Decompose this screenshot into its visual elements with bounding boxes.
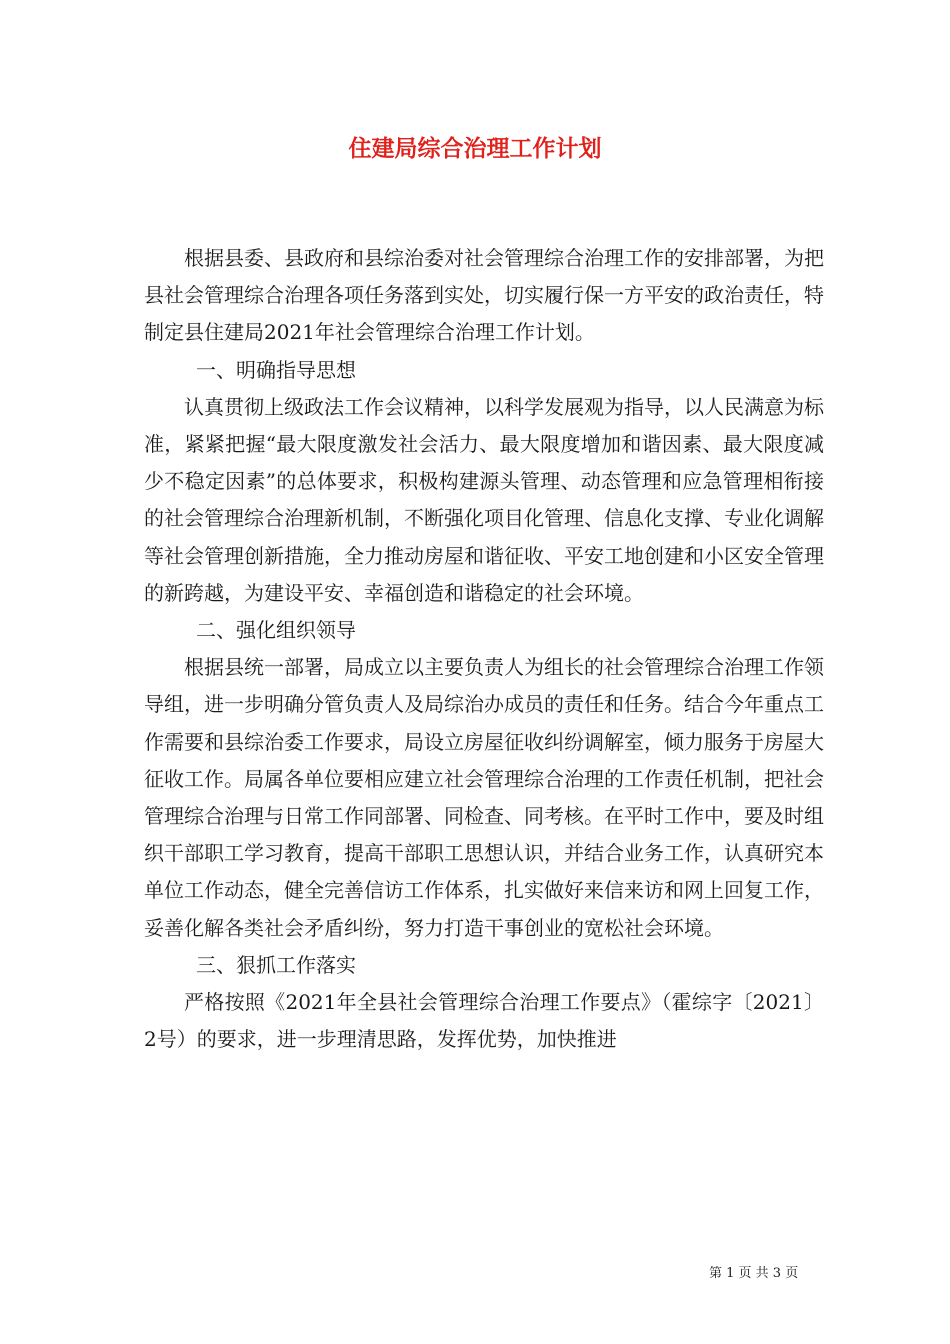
section-heading-3: 三、狠抓工作落实 <box>196 952 356 977</box>
section-heading-2: 二、强化组织领导 <box>196 618 356 643</box>
section-heading-1: 一、明确指导思想 <box>196 357 356 382</box>
section-2-paragraph: 根据县统一部署，局成立以主要负责人为组长的社会管理综合治理工作领导组，进一步明确分管负责人及局综治办成员的责任和任务。结合今年重点工作需要和县综治委工作要求，局设立房屋征收纠纷调解室，倾力服务于房屋大征收工作。局属各单位要相应建立社会管理综合治理的工作责任机制，把社会管理综合治理与日常工作同部署、同检查、同考核。在平时工作中，要及时组织干部职工学习教育，提高干部职工思想认识，并结合业务工作，认真研究本单位工作动态，健全完善信访工作体系，扎实做好来信来访和网上回复工作，妥善化解各类社会矛盾纠纷，努力打造干事创业的宽松社会环境。 <box>144 655 824 940</box>
document-body <box>144 240 824 1058</box>
page-number: 第 1 页 共 3 页 <box>709 1266 799 1281</box>
section-3-paragraph: 严格按照《2021年全县社会管理综合治理工作要点》（霍综字〔2021〕2号）的要求，进一步理清思路，发挥优势，加快推进 <box>144 990 824 1052</box>
intro-paragraph: 根据县委、县政府和县综治委对社会管理综合治理工作的安排部署，为把县社会管理综合治理各项任务落到实处，切实履行保一方平安的政治责任，特制定县住建局2021年社会管理综合治理工作计划。 <box>144 246 824 345</box>
document-title: 住建局综合治理工作计划 <box>348 135 602 162</box>
section-1-paragraph: 认真贯彻上级政法工作会议精神，以科学发展观为指导，以人民满意为标准，紧紧把握“最大限度激发社会活力、最大限度增加和谐因素、最大限度减少不稳定因素”的总体要求，积极构建源头管理、动态管理和应急管理相衔接的社会管理综合治理新机制，不断强化项目化管理、信息化支撑、专业化调解等社会管理创新措施，全力推动房屋和谐征收、平安工地创建和小区安全管理的新跨越，为建设平安、幸福创造和谐稳定的社会环境。 <box>144 394 824 605</box>
